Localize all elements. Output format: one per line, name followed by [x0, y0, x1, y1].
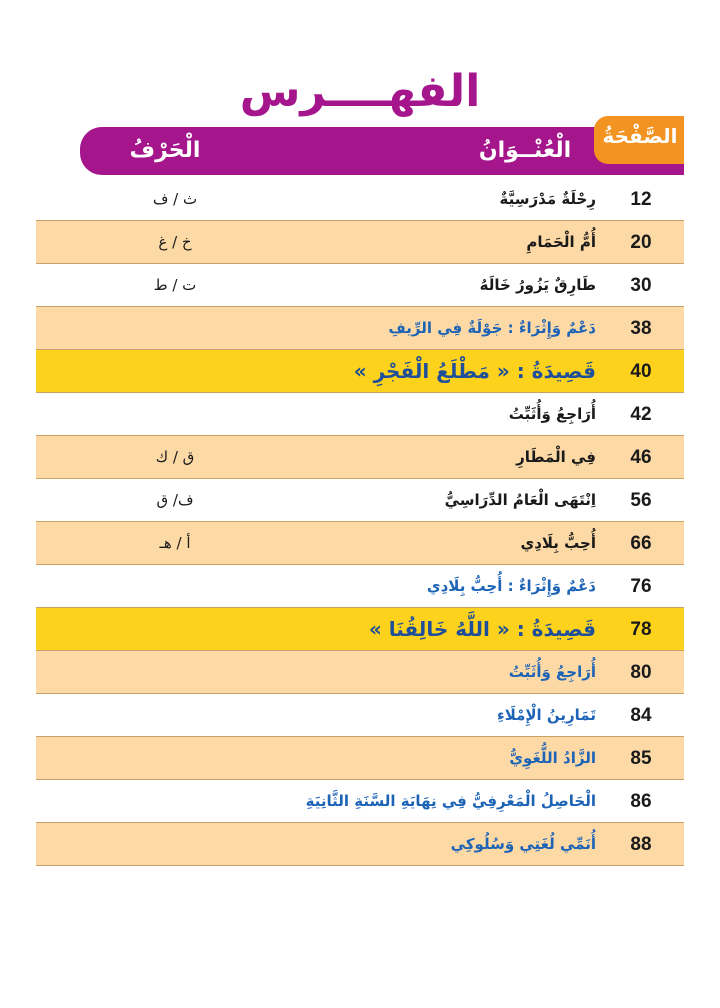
- toc-page-number: 30: [630, 275, 652, 296]
- toc-page-number: 66: [630, 533, 652, 554]
- toc-row[interactable]: [36, 608, 684, 651]
- toc-title: أُنَمِّي لُغَتِي وَسُلُوكِي: [450, 835, 596, 853]
- toc-title: تَمَارِينُ الْإِمْلَاءِ: [497, 706, 596, 724]
- toc-letters: [120, 780, 230, 823]
- toc-row[interactable]: [36, 737, 684, 780]
- toc-page-number: 40: [630, 361, 652, 382]
- header-letter-label: الْحَرْفُ: [129, 138, 201, 163]
- toc-title: دَعْمٌ وَإِثْرَاءٌ : جَوْلَةٌ فِي الرِّيفِ: [388, 319, 596, 337]
- toc-letters: [120, 565, 230, 608]
- toc-title: الْحَاصِلُ الْمَعْرِفِيُّ فِي نِهَايَةِ السَّنَةِ الثَّانِيَةِ: [305, 792, 596, 810]
- toc-title: فِي الْمَطَارِ: [516, 448, 596, 466]
- toc-page-number: 85: [630, 748, 652, 769]
- toc-row[interactable]: [36, 393, 684, 436]
- toc-row[interactable]: [36, 436, 684, 479]
- toc-row[interactable]: [36, 307, 684, 350]
- toc-page-number: 56: [630, 490, 652, 511]
- toc-title: طَارِقٌ يَزُورُ خَالَهُ: [479, 276, 596, 294]
- toc-letters: ت / ط: [153, 276, 197, 294]
- toc-table: [36, 178, 684, 866]
- page-title: الفهــــرس: [239, 66, 481, 117]
- toc-row[interactable]: [36, 565, 684, 608]
- toc-letters: ف/ ق: [156, 491, 194, 509]
- toc-row[interactable]: [36, 221, 684, 264]
- toc-row[interactable]: [36, 780, 684, 823]
- toc-page-number: 38: [630, 318, 652, 339]
- toc-letters: [120, 608, 230, 651]
- toc-row[interactable]: [36, 651, 684, 694]
- toc-letters: [120, 651, 230, 694]
- toc-letters: [120, 694, 230, 737]
- toc-page-number: 88: [630, 834, 652, 855]
- toc-letters: [120, 307, 230, 350]
- toc-page-number: 20: [630, 232, 652, 253]
- toc-page-number: 84: [630, 705, 652, 726]
- header-page-label: الصَّفْحَةُ: [602, 124, 678, 148]
- toc-row[interactable]: [36, 479, 684, 522]
- toc-row[interactable]: [36, 178, 684, 221]
- toc-letters: [120, 737, 230, 780]
- toc-page-number: 76: [630, 576, 652, 597]
- toc-letters: [120, 350, 230, 393]
- toc-letters: ق / ك: [155, 448, 195, 466]
- toc-letters: ث / ف: [152, 190, 198, 208]
- toc-title: أُحِبُّ بِلَادِي: [520, 534, 596, 552]
- toc-title: دَعْمٌ وَإِثْرَاءٌ : أُحِبُّ بِلَادِي: [426, 577, 596, 595]
- toc-title: اِنْتَهَى الْعَامُ الدِّرَاسِيُّ: [444, 491, 596, 509]
- toc-row[interactable]: [36, 522, 684, 565]
- toc-letters: [120, 823, 230, 866]
- toc-title: قَصِيدَةُ : « اللَّهُ خَالِقُنَا »: [368, 617, 596, 641]
- toc-row[interactable]: [36, 823, 684, 866]
- toc-title: قَصِيدَةُ : « مَطْلَعُ الْفَجْرِ »: [353, 359, 596, 383]
- toc-page-number: 46: [630, 447, 652, 468]
- toc-page-number: 78: [630, 619, 652, 640]
- toc-title: أُمُّ الْحَمَامِ: [526, 233, 596, 251]
- toc-letters: [120, 393, 230, 436]
- toc-page-number: 12: [630, 189, 652, 210]
- toc-letters: خ / غ: [158, 233, 192, 251]
- toc-row[interactable]: [36, 694, 684, 737]
- toc-row[interactable]: [36, 350, 684, 393]
- toc-row[interactable]: [36, 264, 684, 307]
- toc-title: أُرَاجِعُ وَأُثَبِّتُ: [508, 405, 596, 423]
- toc-letters: أ / هـ: [159, 534, 191, 552]
- toc-page-number: 86: [630, 791, 652, 812]
- toc-page-number: 80: [630, 662, 652, 683]
- toc-title: رِحْلَةٌ مَدْرَسِيَّةٌ: [499, 190, 596, 208]
- toc-page-number: 42: [630, 404, 652, 425]
- toc-title: أُرَاجِعُ وَأُثَبِّتُ: [508, 663, 596, 681]
- toc-title: الزَّادُ اللُّغَوِيُّ: [509, 749, 596, 767]
- header-title-label: الْعُنْــوَانُ: [478, 138, 572, 163]
